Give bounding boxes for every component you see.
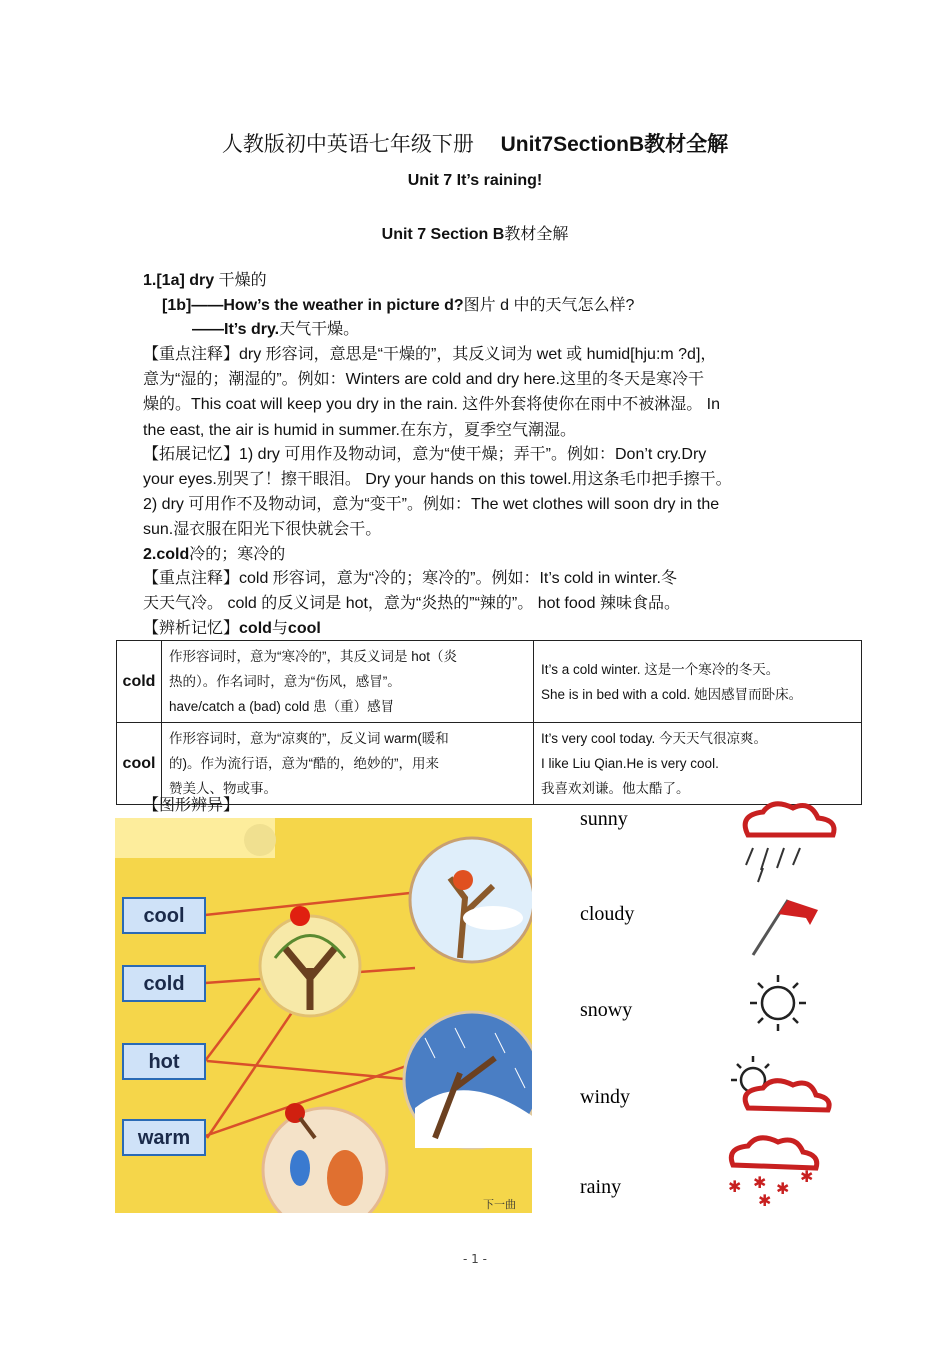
note-line: 【拓展记忆】1) dry 可用作及物动词，意为“使干燥；弄干”。例如：Don’t cry.Dry (143, 446, 707, 463)
comparison-table (116, 640, 862, 805)
label-warm: warm (137, 1127, 191, 1149)
item2-heading (143, 543, 285, 567)
note-line: the east, the air is humid in summer.在东方，夏季空气潮湿。 (143, 422, 577, 439)
svg-text:✱: ✱ (753, 1173, 767, 1192)
table-row (117, 641, 862, 723)
table-definition (162, 641, 534, 723)
table-definition-line: 赞美人、物或事。 (169, 781, 277, 796)
figure-heading: 【图形辨异】 (143, 797, 240, 814)
compare-mid: 与 (271, 620, 288, 637)
item1-question (162, 294, 634, 318)
table-definition-line: 作形容词时，意为“凉爽的”，反义词 warm(暖和 (169, 731, 449, 746)
note-line: 燥的。This coat will keep you dry in the rain. 这件外套将使你在雨中不被淋湿。 In (143, 396, 721, 413)
note-line: 2) dry 可用作不及物动词，意为“变干”。例如：The wet clothes will soon dry in the (143, 496, 720, 513)
compare-prefix: 【辨析记忆】 (143, 620, 240, 637)
item1-answer-bold: ——It’s dry. (192, 321, 280, 338)
table-example-line: It’s a cold winter. 这是一个寒冷的冬天。 (541, 661, 780, 677)
title-en: Unit7SectionB教材全解 (500, 133, 729, 156)
section-subtitle (0, 221, 950, 244)
label-hot: hot (148, 1051, 180, 1073)
svg-text:✱: ✱ (758, 1191, 772, 1210)
scene-winter (404, 1012, 532, 1148)
table-example-line: She is in bed with a cold. 她因感冒而卧床。 (541, 686, 803, 702)
note-line: 【重点注释】dry 形容词，意思是“干燥的”，其反义词为 wet 或 humid[hju:m ?d]， (143, 346, 717, 363)
page-title (0, 128, 950, 158)
item2-heading-bold: 2.cold (143, 546, 190, 563)
rain-cloud-icon (745, 804, 834, 882)
table-definition-line: 作形容词时，意为“寒冷的”，其反义词是 hot（炎 (169, 649, 458, 664)
note-line: 意为“湿的；潮湿的”。例如：Winters are cold and dry here.这里的冬天是寒冷干 (143, 371, 704, 388)
item1-question-bold: [1b]——How’s the weather in picture d? (162, 297, 464, 314)
note-line: your eyes.别哭了！擦干眼泪。 Dry your hands on this towel.用这条毛巾把手擦干。 (143, 471, 732, 488)
wind-flag-icon (753, 900, 818, 955)
table-example-line: I like Liu Qian.He is very cool. (541, 756, 719, 771)
svg-text:✱: ✱ (800, 1167, 814, 1186)
sun-cartoon (244, 824, 276, 856)
compare-heading (143, 617, 321, 641)
section-subtitle-cn: 教材全解 (504, 226, 569, 243)
label-cold: cold (143, 973, 185, 995)
weather-symbols (548, 790, 868, 1220)
table-definition-line: 热的）。作名词时，意为“伤风，感冒”。 (169, 674, 401, 689)
partly-cloudy-icon (731, 1056, 829, 1110)
item1-heading-bold: 1.[1a] dry (143, 272, 215, 289)
sun-icon (750, 975, 806, 1031)
note-line: 天天气冷。 cold 的反义词是 hot，意为“炎热的”“辣的”。 hot food 辣味食品。 (143, 595, 680, 612)
word-cloudy: cloudy (580, 903, 635, 925)
matching-picture (115, 818, 532, 1213)
item1-heading-rest: 干燥的 (214, 272, 267, 289)
unit-subtitle: Unit 7 It’s raining! (407, 172, 543, 189)
item2-heading-rest: 冷的；寒冷的 (189, 546, 286, 563)
matching-scene (115, 818, 532, 1213)
word-rainy: rainy (580, 1176, 622, 1198)
title-cn: 人教版初中英语七年级下册 (221, 132, 474, 156)
compare-word-cool: cool (287, 620, 321, 637)
item1-answer (192, 318, 359, 342)
table-example-line: It’s very cool today. 今天天气很凉爽。 (541, 731, 768, 746)
table-examples (534, 641, 862, 723)
snow-cloud-icon (728, 1138, 817, 1210)
svg-text:✱: ✱ (776, 1179, 790, 1198)
table-definition (162, 723, 534, 805)
word-sunny: sunny (580, 808, 628, 830)
word-windy: windy (580, 1086, 630, 1108)
item1-answer-rest: 天气干燥。 (279, 321, 360, 338)
weather-symbols-picture (548, 790, 868, 1220)
word-snowy: snowy (580, 999, 633, 1021)
compare-word-cold: cold (239, 620, 272, 637)
item1-question-rest: 图片 d 中的天气怎么样? (463, 297, 635, 314)
item1-heading (143, 269, 267, 293)
svg-text:✱: ✱ (728, 1177, 742, 1196)
table-example-line: 我喜欢刘谦。他太酷了。 (541, 781, 690, 796)
scene-autumn (410, 838, 532, 962)
section-subtitle-en: Unit 7 Section B (381, 226, 505, 243)
table-definition-line: have/catch a (bad) cold 患（重）感冒 (169, 699, 395, 714)
label-cool: cool (143, 905, 185, 927)
table-word: cold (117, 641, 162, 723)
note-line: 【重点注释】cold 形容词，意为“冷的；寒冷的”。例如：It’s cold in winter.冬 (143, 570, 677, 587)
table-word: cool (117, 723, 162, 805)
note-line: sun.湿衣服在阳光下很快就会干。 (143, 521, 382, 538)
corner-text: 下一曲 (483, 1198, 516, 1211)
table-definition-line: 的)。作为流行语，意为“酷的，绝妙的”，用来 (169, 756, 439, 771)
page-number: - 1 - (463, 1252, 487, 1266)
